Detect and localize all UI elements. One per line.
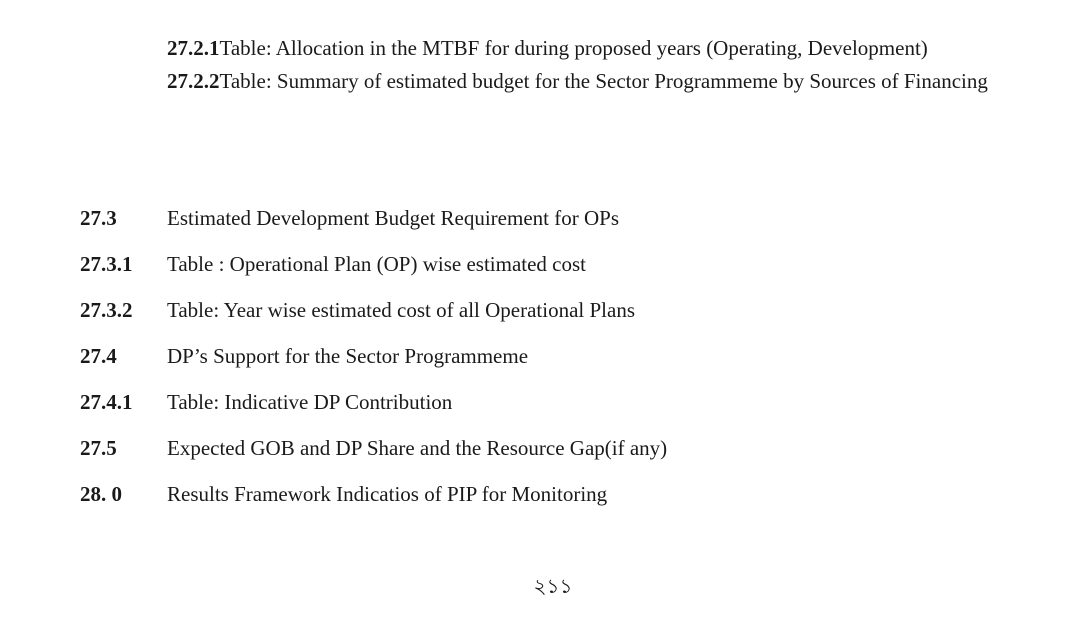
sub-entry-27-2-2 [167, 65, 1028, 98]
toc-entry-27-3-2 [80, 294, 1030, 340]
entry-title: Table : Operational Plan (OP) wise estimated cost [167, 252, 587, 276]
toc-entry-27-4 [80, 340, 1030, 386]
toc-entry-27-4-1 [80, 386, 1030, 432]
toc-entry-27-3-1 [80, 248, 1030, 294]
toc-entry-27-5 [80, 432, 1030, 478]
sub-entries [167, 32, 1028, 98]
entry-title: Expected GOB and DP Share and the Resource Gap(if any) [167, 436, 668, 460]
entry-title: Table: Indicative DP Contribution [167, 390, 453, 414]
entry-title: Estimated Development Budget Requirement for OPs [167, 206, 619, 230]
entry-title: Table: Year wise estimated cost of all Operational Plans [167, 298, 635, 322]
entry-number: 27.4 [80, 344, 117, 368]
entry-number: 27.3 [80, 206, 117, 230]
entry-number: 27.2.2 [167, 69, 220, 93]
sub-entry-27-2-1 [167, 32, 1028, 65]
toc-list [80, 202, 1030, 524]
toc-entry-28-0 [80, 478, 1030, 524]
toc-entry-27-3 [80, 202, 1030, 248]
entry-number: 27.4.1 [80, 390, 133, 414]
entry-title: Table: Summary of estimated budget for the Sector Programmeme by Sources of Financing [219, 69, 988, 93]
entry-number: 28. 0 [80, 482, 122, 506]
entry-number: 27.3.1 [80, 252, 133, 276]
entry-number: 27.3.2 [80, 298, 133, 322]
entry-title: Table: Allocation in the MTBF for during proposed years (Operating, Development) [219, 36, 928, 60]
entry-number: 27.2.1 [167, 36, 220, 60]
entry-number: 27.5 [80, 436, 117, 460]
entry-title: Results Framework Indicatios of PIP for Monitoring [167, 482, 608, 506]
page-number: ২১১ [533, 574, 573, 598]
entry-title: DP’s Support for the Sector Programmeme [167, 344, 529, 368]
